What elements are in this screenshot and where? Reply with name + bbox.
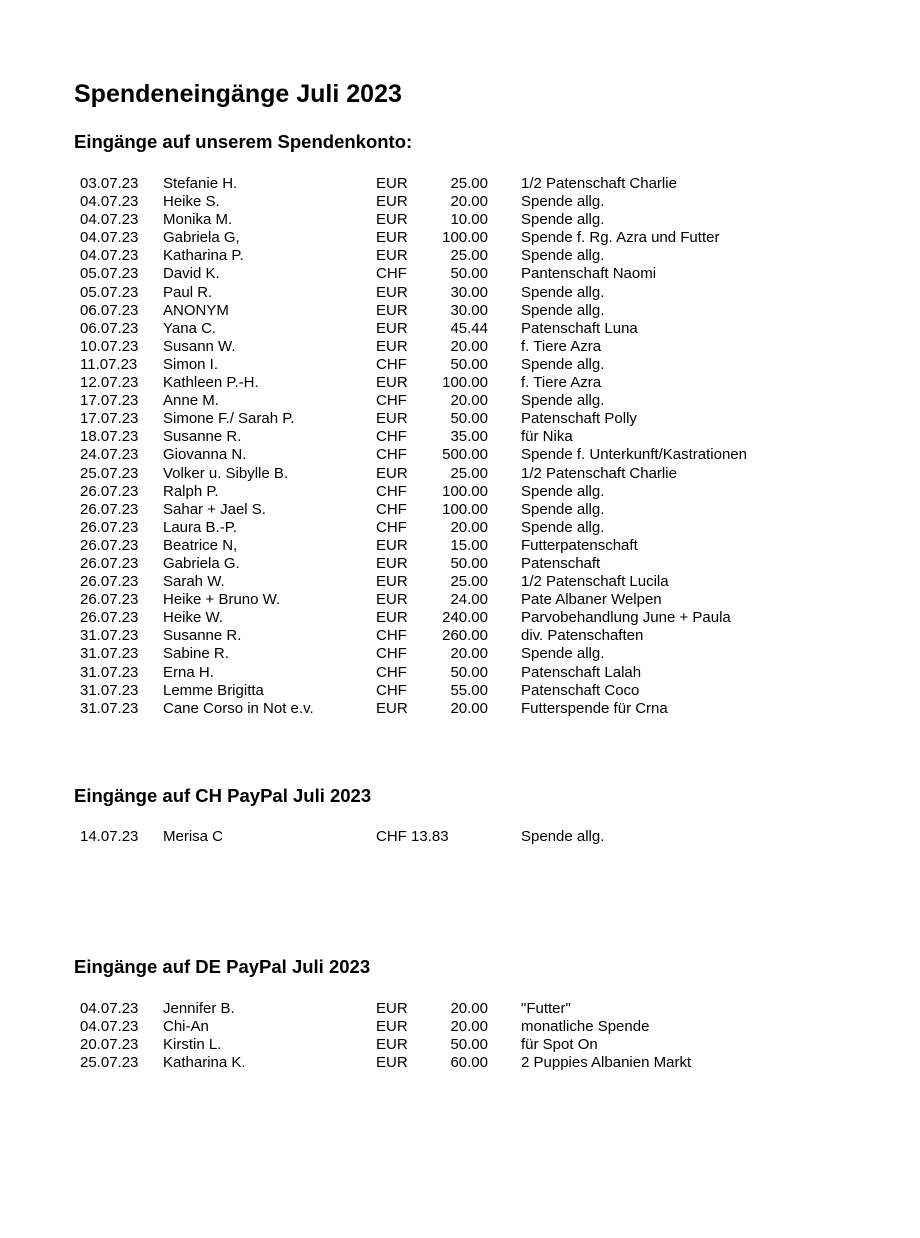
date-cell: 10.07.23 [80, 337, 139, 355]
donation-list-spendenkonto [0, 175, 920, 718]
currency-cell: CHF [376, 518, 407, 536]
amount-cell: 55.00 [450, 681, 488, 699]
donor-name-cell: David K. [163, 265, 220, 283]
purpose-cell: div. Patenschaften [521, 627, 644, 645]
purpose-cell: 1/2 Patenschaft Charlie [521, 175, 677, 192]
date-cell: 25.07.23 [80, 1054, 139, 1072]
donation-row [0, 302, 920, 320]
donation-row [0, 284, 920, 302]
donation-row [0, 664, 920, 682]
currency-cell: EUR [376, 374, 408, 392]
currency-cell: CHF [376, 428, 407, 446]
currency-cell: CHF [376, 681, 407, 699]
currency-cell: EUR [376, 1018, 408, 1036]
currency-cell: EUR [376, 591, 408, 609]
donation-row [0, 645, 920, 663]
amount-cell: 50.00 [450, 1036, 488, 1054]
purpose-cell: monatliche Spende [521, 1018, 650, 1036]
amount-cell: 25.00 [450, 464, 488, 482]
donation-row [0, 537, 920, 555]
amount-cell: 20.00 [450, 392, 488, 410]
purpose-cell: Pate Albaner Welpen [521, 591, 662, 609]
purpose-cell: Spende allg. [521, 211, 605, 229]
donor-name-cell: Stefanie H. [163, 175, 238, 192]
purpose-cell: "Futter" [521, 1000, 571, 1017]
donation-row [0, 247, 920, 265]
amount-cell: 50.00 [450, 410, 488, 428]
donor-name-cell: Sabine R. [163, 645, 229, 663]
currency-cell: EUR [376, 283, 408, 301]
donor-name-cell: Simone F./ Sarah P. [163, 410, 295, 428]
donor-name-cell: Yana C. [163, 319, 217, 337]
amount-cell: 45.44 [450, 319, 488, 337]
donor-name-cell: Kathleen P.-H. [163, 374, 259, 392]
currency-cell: EUR [376, 699, 408, 717]
currency-cell: EUR [376, 1036, 408, 1054]
donation-row [0, 555, 920, 573]
date-cell: 26.07.23 [80, 573, 139, 591]
currency-cell: EUR [376, 1000, 408, 1017]
amount-cell: 30.00 [450, 301, 488, 319]
date-cell: 04.07.23 [80, 1000, 139, 1017]
currency-cell: CHF [376, 265, 407, 283]
purpose-cell: 1/2 Patenschaft Lucila [521, 573, 669, 591]
donation-row [0, 591, 920, 609]
date-cell: 04.07.23 [80, 229, 139, 247]
purpose-cell: Parvobehandlung June + Paula [521, 609, 731, 627]
currency-cell: CHF [376, 392, 407, 410]
date-cell: 06.07.23 [80, 301, 139, 319]
donor-name-cell: Katharina P. [163, 247, 244, 265]
purpose-cell: Pantenschaft Naomi [521, 265, 657, 283]
date-cell: 18.07.23 [80, 428, 139, 446]
donor-name-cell: Laura B.-P. [163, 518, 237, 536]
purpose-cell: Spende allg. [521, 355, 605, 373]
currency-cell: CHF [376, 482, 407, 500]
date-cell: 26.07.23 [80, 609, 139, 627]
amount-cell: 20.00 [450, 518, 488, 536]
amount-cell: 50.00 [450, 265, 488, 283]
currency-cell: EUR [376, 211, 408, 229]
date-cell: 04.07.23 [80, 193, 139, 211]
amount-cell: 100.00 [442, 229, 488, 247]
purpose-cell: Spende allg. [521, 828, 605, 845]
currency-cell: EUR [376, 554, 408, 572]
purpose-cell: Spende allg. [521, 301, 605, 319]
page-title: Spendeneingänge Juli 2023 [74, 80, 402, 108]
donation-row [0, 573, 920, 591]
currency-cell: EUR [376, 464, 408, 482]
currency-cell: EUR [376, 609, 408, 627]
donor-name-cell: Paul R. [163, 283, 213, 301]
currency-cell: EUR [376, 337, 408, 355]
donor-name-cell: Jennifer B. [163, 1000, 235, 1017]
currency-cell: CHF [376, 663, 407, 681]
amount-cell: 100.00 [442, 482, 488, 500]
purpose-cell: Spende f. Unterkunft/Kastrationen [521, 446, 747, 464]
donation-row [0, 1018, 920, 1036]
donation-row [0, 211, 920, 229]
amount-cell: 35.00 [450, 428, 488, 446]
date-cell: 31.07.23 [80, 663, 139, 681]
donor-name-cell: Gabriela G, [163, 229, 240, 247]
purpose-cell: 2 Puppies Albanien Markt [521, 1054, 692, 1072]
donation-row [0, 193, 920, 211]
donation-row [0, 700, 920, 718]
donor-name-cell: Katharina K. [163, 1054, 246, 1072]
donor-name-cell: Lemme Brigitta [163, 681, 264, 699]
donation-row [0, 828, 920, 846]
purpose-cell: f. Tiere Azra [521, 337, 602, 355]
donor-name-cell: Susann W. [163, 337, 236, 355]
donation-row [0, 229, 920, 247]
date-cell: 26.07.23 [80, 482, 139, 500]
currency-cell: CHF [376, 500, 407, 518]
purpose-cell: Spende f. Rg. Azra und Futter [521, 229, 720, 247]
date-cell: 14.07.23 [80, 828, 139, 845]
donation-row [0, 338, 920, 356]
donor-name-cell: Monika M. [163, 211, 233, 229]
amount-cell: 15.00 [450, 536, 488, 554]
donation-row [0, 392, 920, 410]
amount-cell: 20.00 [450, 645, 488, 663]
date-cell: 20.07.23 [80, 1036, 139, 1054]
donor-name-cell: Ralph P. [163, 482, 219, 500]
donation-row [0, 682, 920, 700]
currency-cell: EUR [376, 573, 408, 591]
purpose-cell: Patenschaft Luna [521, 319, 638, 337]
amount-cell: 260.00 [442, 627, 488, 645]
donor-name-cell: Sahar + Jael S. [163, 500, 266, 518]
date-cell: 31.07.23 [80, 681, 139, 699]
purpose-cell: f. Tiere Azra [521, 374, 602, 392]
purpose-cell: Patenschaft [521, 554, 601, 572]
donor-name-cell: Erna H. [163, 663, 214, 681]
donor-name-cell: Cane Corso in Not e.v. [163, 699, 314, 717]
currency-cell: EUR [376, 536, 408, 554]
amount-cell: 50.00 [450, 554, 488, 572]
date-cell: 31.07.23 [80, 627, 139, 645]
donation-row [0, 374, 920, 392]
amount-cell: 100.00 [442, 500, 488, 518]
donation-row [0, 627, 920, 645]
amount-cell: 25.00 [450, 175, 488, 192]
donation-row [0, 483, 920, 501]
donation-row [0, 519, 920, 537]
donor-name-cell: Kirstin L. [163, 1036, 222, 1054]
currency-cell: EUR [376, 175, 408, 192]
date-cell: 03.07.23 [80, 175, 139, 192]
section-heading-de-paypal: Eingänge auf DE PayPal Juli 2023 [74, 956, 371, 977]
donor-name-cell: Merisa C [163, 828, 224, 845]
date-cell: 04.07.23 [80, 247, 139, 265]
date-cell: 31.07.23 [80, 645, 139, 663]
donation-row [0, 1000, 920, 1018]
amount-cell: 20.00 [450, 193, 488, 211]
date-cell: 26.07.23 [80, 591, 139, 609]
purpose-cell: für Spot On [521, 1036, 598, 1054]
donor-name-cell: Anne M. [163, 392, 219, 410]
purpose-cell: Patenschaft Polly [521, 410, 637, 428]
amount-cell: 24.00 [450, 591, 488, 609]
purpose-cell: für Nika [521, 428, 573, 446]
donation-row [0, 356, 920, 374]
amount-cell: 500.00 [442, 446, 488, 464]
donation-row [0, 1036, 920, 1054]
amount-cell: 50.00 [450, 663, 488, 681]
purpose-cell: Spende allg. [521, 482, 605, 500]
date-cell: 24.07.23 [80, 446, 139, 464]
date-cell: 26.07.23 [80, 536, 139, 554]
amount-cell: 25.00 [450, 573, 488, 591]
amount-cell: 30.00 [450, 283, 488, 301]
donor-name-cell: Heike W. [163, 609, 224, 627]
currency-cell: CHF [376, 446, 407, 464]
date-cell: 17.07.23 [80, 410, 139, 428]
purpose-cell: Spende allg. [521, 283, 605, 301]
amount-cell: 20.00 [450, 1000, 488, 1017]
date-cell: 05.07.23 [80, 265, 139, 283]
purpose-cell: Patenschaft Coco [521, 681, 640, 699]
donor-name-cell: Heike S. [163, 193, 220, 211]
date-cell: 12.07.23 [80, 374, 139, 392]
amount-cell: 10.00 [450, 211, 488, 229]
donor-name-cell: Simon I. [163, 355, 219, 373]
amount-cell: 100.00 [442, 374, 488, 392]
amount-cell: 20.00 [450, 337, 488, 355]
purpose-cell: Futterspende für Crna [521, 699, 668, 717]
purpose-cell: 1/2 Patenschaft Charlie [521, 464, 677, 482]
currency-cell: EUR [376, 247, 408, 265]
currency-cell: EUR [376, 319, 408, 337]
donor-name-cell: ANONYM [163, 301, 229, 319]
date-cell: 25.07.23 [80, 464, 139, 482]
donor-name-cell: Beatrice N, [163, 536, 238, 554]
donor-name-cell: Chi-An [163, 1018, 209, 1036]
date-cell: 31.07.23 [80, 699, 139, 717]
donation-row [0, 501, 920, 519]
currency-cell: EUR [376, 1054, 408, 1072]
donation-row [0, 446, 920, 464]
currency-cell: EUR [376, 229, 408, 247]
amount-cell: 60.00 [450, 1054, 488, 1072]
donor-name-cell: Susanne R. [163, 428, 242, 446]
currency-cell: CHF [376, 355, 407, 373]
date-cell: 26.07.23 [80, 500, 139, 518]
purpose-cell: Spende allg. [521, 500, 605, 518]
currency-cell: EUR [376, 301, 408, 319]
date-cell: 11.07.23 [80, 355, 138, 373]
purpose-cell: Futterpatenschaft [521, 536, 638, 554]
date-cell: 26.07.23 [80, 518, 139, 536]
currency-cell: EUR [376, 410, 408, 428]
purpose-cell: Spende allg. [521, 392, 605, 410]
donation-list-de-paypal [0, 1000, 920, 1072]
date-cell: 17.07.23 [80, 392, 139, 410]
donation-row [0, 465, 920, 483]
donor-name-cell: Heike + Bruno W. [163, 591, 281, 609]
donation-row [0, 410, 920, 428]
section-heading-ch-paypal: Eingänge auf CH PayPal Juli 2023 [74, 785, 372, 806]
date-cell: 06.07.23 [80, 319, 139, 337]
date-cell: 04.07.23 [80, 211, 139, 229]
currency-amount-cell: CHF 13.83 [376, 828, 449, 845]
purpose-cell: Patenschaft Lalah [521, 663, 642, 681]
donation-list-ch-paypal [0, 828, 920, 846]
purpose-cell: Spende allg. [521, 645, 605, 663]
purpose-cell: Spende allg. [521, 247, 605, 265]
donation-row [0, 609, 920, 627]
amount-cell: 20.00 [450, 699, 488, 717]
donation-row [0, 428, 920, 446]
section-heading-spendenkonto: Eingänge auf unserem Spendenkonto: [74, 131, 413, 152]
donor-name-cell: Gabriela G. [163, 554, 240, 572]
donor-name-cell: Susanne R. [163, 627, 242, 645]
date-cell: 26.07.23 [80, 554, 139, 572]
currency-cell: CHF [376, 627, 407, 645]
donation-row [0, 320, 920, 338]
amount-cell: 20.00 [450, 1018, 488, 1036]
amount-cell: 25.00 [450, 247, 488, 265]
amount-cell: 50.00 [450, 355, 488, 373]
date-cell: 05.07.23 [80, 283, 139, 301]
date-cell: 04.07.23 [80, 1018, 139, 1036]
donor-name-cell: Sarah W. [163, 573, 225, 591]
donation-row [0, 1054, 920, 1072]
donation-row [0, 175, 920, 193]
donation-row [0, 265, 920, 283]
currency-cell: CHF [376, 645, 407, 663]
donor-name-cell: Volker u. Sibylle B. [163, 464, 289, 482]
purpose-cell: Spende allg. [521, 193, 605, 211]
purpose-cell: Spende allg. [521, 518, 605, 536]
donor-name-cell: Giovanna N. [163, 446, 247, 464]
currency-cell: EUR [376, 193, 408, 211]
amount-cell: 240.00 [442, 609, 488, 627]
